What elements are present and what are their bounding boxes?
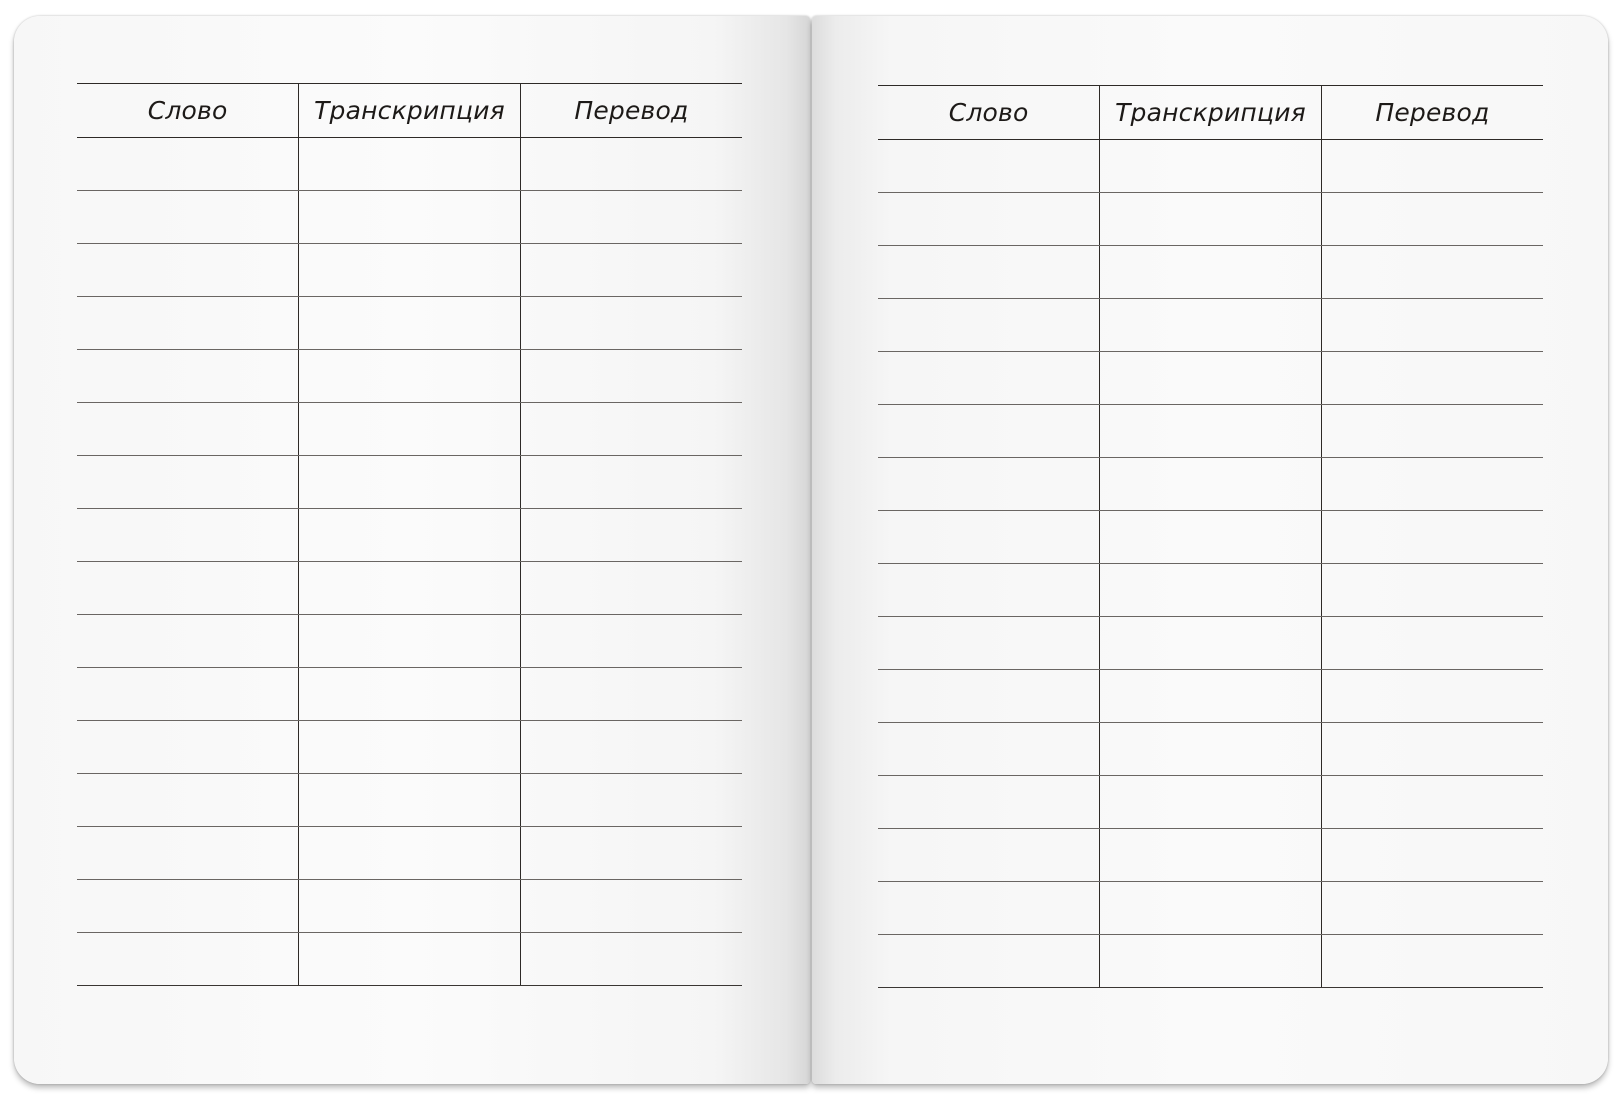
transcription-cell [1100,352,1322,405]
left-page [14,16,810,1084]
table-row [878,882,1543,935]
transcription-cell [299,774,521,827]
table-row [878,564,1543,617]
transcription-cell [1100,882,1322,935]
table-row [77,774,742,827]
transcription-cell [299,668,521,721]
word-cell [77,138,299,191]
transcription-cell [299,297,521,350]
word-cell [878,246,1100,299]
translation-cell [520,933,742,986]
word-cell [878,776,1100,829]
translation-cell [1321,140,1543,193]
transcription-cell [1100,246,1322,299]
table-header-row [878,86,1543,140]
transcription-cell [1100,140,1322,193]
column-header-translation: Перевод [520,84,742,138]
transcription-cell [1100,511,1322,564]
transcription-cell [299,191,521,244]
table-row [77,244,742,297]
table-row [878,670,1543,723]
transcription-cell [299,562,521,615]
translation-cell [520,562,742,615]
column-header-word: Слово [878,86,1100,140]
word-cell [77,827,299,880]
word-cell [77,615,299,668]
translation-cell [520,297,742,350]
vocabulary-table-left [77,83,742,986]
word-cell [77,244,299,297]
transcription-cell [299,827,521,880]
table-row [878,829,1543,882]
table-row [77,509,742,562]
translation-cell [1321,617,1543,670]
column-header-translation: Перевод [1321,86,1543,140]
transcription-cell [299,721,521,774]
table-row [878,723,1543,776]
translation-cell [520,880,742,933]
table-row [77,191,742,244]
word-cell [878,511,1100,564]
right-page [812,16,1608,1084]
word-cell [77,721,299,774]
table-row [77,827,742,880]
translation-cell [520,615,742,668]
word-cell [878,193,1100,246]
table-row [878,776,1543,829]
translation-cell [520,668,742,721]
transcription-cell [1100,617,1322,670]
word-cell [878,617,1100,670]
transcription-cell [1100,299,1322,352]
transcription-cell [299,350,521,403]
table-row [77,138,742,191]
translation-cell [520,191,742,244]
table-row [878,299,1543,352]
word-cell [77,774,299,827]
transcription-cell [299,244,521,297]
translation-cell [520,827,742,880]
translation-cell [520,456,742,509]
translation-cell [1321,352,1543,405]
transcription-cell [1100,193,1322,246]
transcription-cell [1100,935,1322,988]
word-cell [878,882,1100,935]
transcription-cell [1100,829,1322,882]
vocabulary-table-right [878,85,1543,988]
word-cell [77,456,299,509]
word-cell [77,562,299,615]
translation-cell [520,244,742,297]
table-row [878,617,1543,670]
word-cell [878,935,1100,988]
word-cell [77,668,299,721]
translation-cell [1321,246,1543,299]
transcription-cell [299,138,521,191]
table-row [878,511,1543,564]
word-cell [878,352,1100,405]
table-row [878,405,1543,458]
table-row [77,880,742,933]
translation-cell [1321,776,1543,829]
table-header-row [77,84,742,138]
translation-cell [520,774,742,827]
translation-cell [1321,299,1543,352]
translation-cell [1321,882,1543,935]
table-row [878,352,1543,405]
table-row [878,193,1543,246]
word-cell [77,509,299,562]
transcription-cell [299,933,521,986]
translation-cell [520,509,742,562]
transcription-cell [1100,776,1322,829]
word-cell [878,564,1100,617]
word-cell [878,723,1100,776]
table-row [77,668,742,721]
column-header-transcription: Транскрипция [1100,86,1322,140]
word-cell [77,403,299,456]
transcription-cell [299,403,521,456]
table-row [77,615,742,668]
transcription-cell [299,880,521,933]
table-row [878,246,1543,299]
translation-cell [1321,458,1543,511]
translation-cell [1321,193,1543,246]
transcription-cell [1100,564,1322,617]
table-row [77,297,742,350]
table-body [77,138,742,986]
word-cell [878,829,1100,882]
translation-cell [1321,405,1543,458]
translation-cell [1321,829,1543,882]
table-row [878,458,1543,511]
column-header-word: Слово [77,84,299,138]
transcription-cell [1100,670,1322,723]
transcription-cell [299,509,521,562]
table-row [77,933,742,986]
word-cell [77,350,299,403]
word-cell [878,670,1100,723]
table-row [77,562,742,615]
table-body [878,140,1543,988]
translation-cell [520,721,742,774]
word-cell [77,191,299,244]
transcription-cell [299,456,521,509]
word-cell [878,458,1100,511]
translation-cell [520,403,742,456]
transcription-cell [1100,723,1322,776]
transcription-cell [1100,458,1322,511]
translation-cell [1321,723,1543,776]
transcription-cell [1100,405,1322,458]
transcription-cell [299,615,521,668]
word-cell [878,140,1100,193]
word-cell [77,880,299,933]
translation-cell [1321,670,1543,723]
table-row [77,350,742,403]
table-row [77,721,742,774]
table-row [77,456,742,509]
translation-cell [1321,511,1543,564]
translation-cell [520,350,742,403]
column-header-transcription: Транскрипция [299,84,521,138]
table-row [878,140,1543,193]
word-cell [878,299,1100,352]
word-cell [77,297,299,350]
translation-cell [520,138,742,191]
word-cell [77,933,299,986]
table-row [878,935,1543,988]
word-cell [878,405,1100,458]
table-row [77,403,742,456]
translation-cell [1321,564,1543,617]
translation-cell [1321,935,1543,988]
